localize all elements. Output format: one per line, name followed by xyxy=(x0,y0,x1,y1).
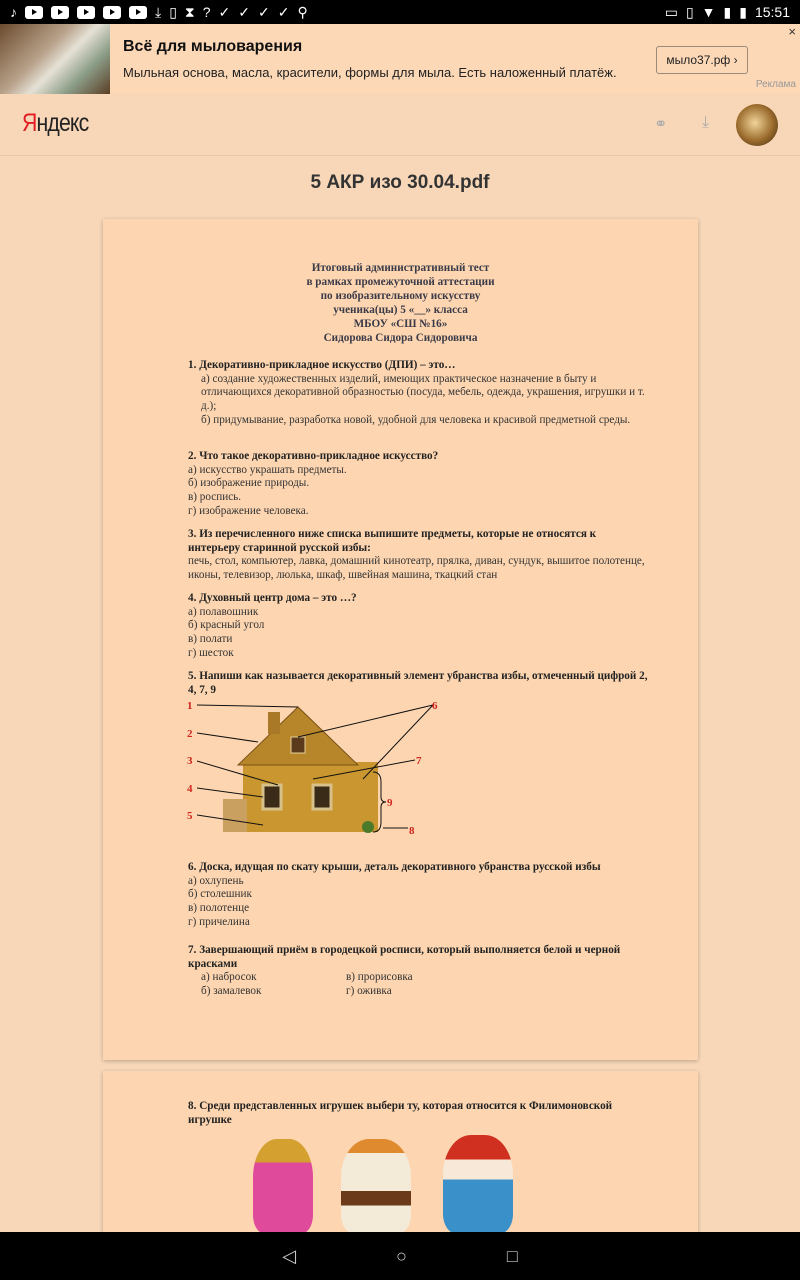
label-9: 9 xyxy=(387,797,393,809)
label-1: 1 xyxy=(187,700,193,712)
screenshot-icon: ▯ xyxy=(169,3,177,20)
yandex-logo[interactable]: Яндекс xyxy=(22,109,89,137)
check-icon: ✓ xyxy=(258,3,270,20)
no-signal-icon: ? xyxy=(202,4,211,20)
notification-icons xyxy=(10,4,308,21)
youtube-icon xyxy=(103,6,121,19)
youtube-icon xyxy=(77,6,95,19)
question-8: 8. Среди представленных игрушек выбери ту, которая относится к Филимоновской игрушке xyxy=(188,1100,613,1126)
label-3: 3 xyxy=(187,755,193,767)
check-icon: ✓ xyxy=(218,3,231,20)
app-header xyxy=(0,94,800,156)
house-image xyxy=(223,707,378,833)
label-6: 6 xyxy=(432,700,438,712)
navigation-bar xyxy=(0,1232,800,1280)
status-bar xyxy=(0,0,800,24)
toy-image-1 xyxy=(253,1139,313,1234)
label-5: 5 xyxy=(187,810,193,822)
vibrate-icon: ▯ xyxy=(685,3,694,20)
youtube-icon xyxy=(25,6,43,19)
hourglass-icon: ⧗ xyxy=(184,3,195,20)
recents-icon[interactable]: □ xyxy=(506,1245,518,1266)
house-diagram xyxy=(183,697,443,842)
label-4: 4 xyxy=(187,783,193,795)
question-3: 3. Из перечисленного ниже списка выпишите предметы, которые не относятся к интерьеру старинной русской избы: печь, стол, компьютер, лавка, домашний кинотеатр, прялка, диван, сундук, вышитое полотенце, иконы, телевизор, люлька, шкаф, швейная машина, ткацкий стан xyxy=(188,528,645,582)
question-2: 2. Что такое декоративно-прикладное искусство? а) искусство украшать предметы. б) изображение природы. в) роспись. г) изображение человека. xyxy=(188,450,439,517)
cast-icon: ▭ xyxy=(664,3,678,20)
toy-image-2 xyxy=(341,1139,411,1234)
search-icon: ⚲ xyxy=(297,3,308,20)
youtube-icon xyxy=(51,6,69,19)
label-2: 2 xyxy=(187,728,193,740)
ad-title[interactable]: Всё для мыловарения xyxy=(123,38,303,55)
ad-description: Мыльная основа, масла, красители, формы для мыла. Есть наложенный платёж. xyxy=(123,65,617,80)
ad-link-button[interactable]: мыло37.рф › xyxy=(656,46,748,74)
ad-label: Реклама xyxy=(755,79,796,90)
download-icon[interactable]: ⤓ xyxy=(702,114,710,131)
back-icon[interactable]: ◁ xyxy=(282,1245,297,1266)
document-title: 5 АКР изо 30.04.pdf xyxy=(310,172,490,193)
question-5: 5. Напиши как называется декоративный элемент убранства избы, отмеченный цифрой 2, 4, 7, 9 xyxy=(188,670,648,696)
download-icon: ⤓ xyxy=(155,3,162,20)
pdf-page-1 xyxy=(103,219,698,1060)
link-icon[interactable]: ⚭ xyxy=(654,116,668,133)
battery-icon: ▮ xyxy=(739,3,747,20)
toy-image-3 xyxy=(443,1135,513,1234)
question-4: 4. Духовный центр дома – это …? а) полавошник б) красный угол в) полати г) шесток xyxy=(188,592,357,659)
question-7: 7. Завершающий приём в городецкой росписи, который выполняется белой и черной красками а) набросок в) прорисовка б) замалевок г) оживка xyxy=(188,944,621,998)
question-1: 1. Декоративно-прикладное искусство (ДПИ) – это… а) создание художественных изделий, имеющих практическое назначение в быту и отличающихся декоративной образностью (посуда, мебель, одежда, украшения, игрушки и т. д.); б) придумывание, разработка новой, удобной для человека и красивой предметной среды. xyxy=(188,359,645,426)
question-6: 6. Доска, идущая по скату крыши, деталь декоративного убранства русской избы а) охлупень б) столешник в) полотенце г) причелина xyxy=(188,861,601,928)
ad-banner[interactable] xyxy=(0,24,800,94)
test-heading: Итоговый административный тест в рамках промежуточной аттестации по изобразительному искусству ученика(цы) 5 «__» класса МБОУ «СШ №16» Сидорова Сидора Сидоровича xyxy=(306,262,495,344)
pdf-page-2 xyxy=(103,1071,698,1241)
youtube-icon xyxy=(129,6,147,19)
ad-image xyxy=(0,24,110,94)
tiktok-icon: ♪ xyxy=(10,4,17,20)
check-icon: ✓ xyxy=(238,3,251,20)
signal-icon: ▮ xyxy=(723,3,732,20)
check-icon: ✓ xyxy=(277,3,290,20)
label-8: 8 xyxy=(409,825,415,837)
close-icon[interactable]: × xyxy=(788,24,796,39)
label-7: 7 xyxy=(416,755,422,767)
avatar[interactable] xyxy=(736,104,778,146)
home-icon[interactable]: ○ xyxy=(396,1245,407,1266)
clock: 15:51 xyxy=(754,4,790,20)
wifi-icon: ▼ xyxy=(701,4,716,20)
